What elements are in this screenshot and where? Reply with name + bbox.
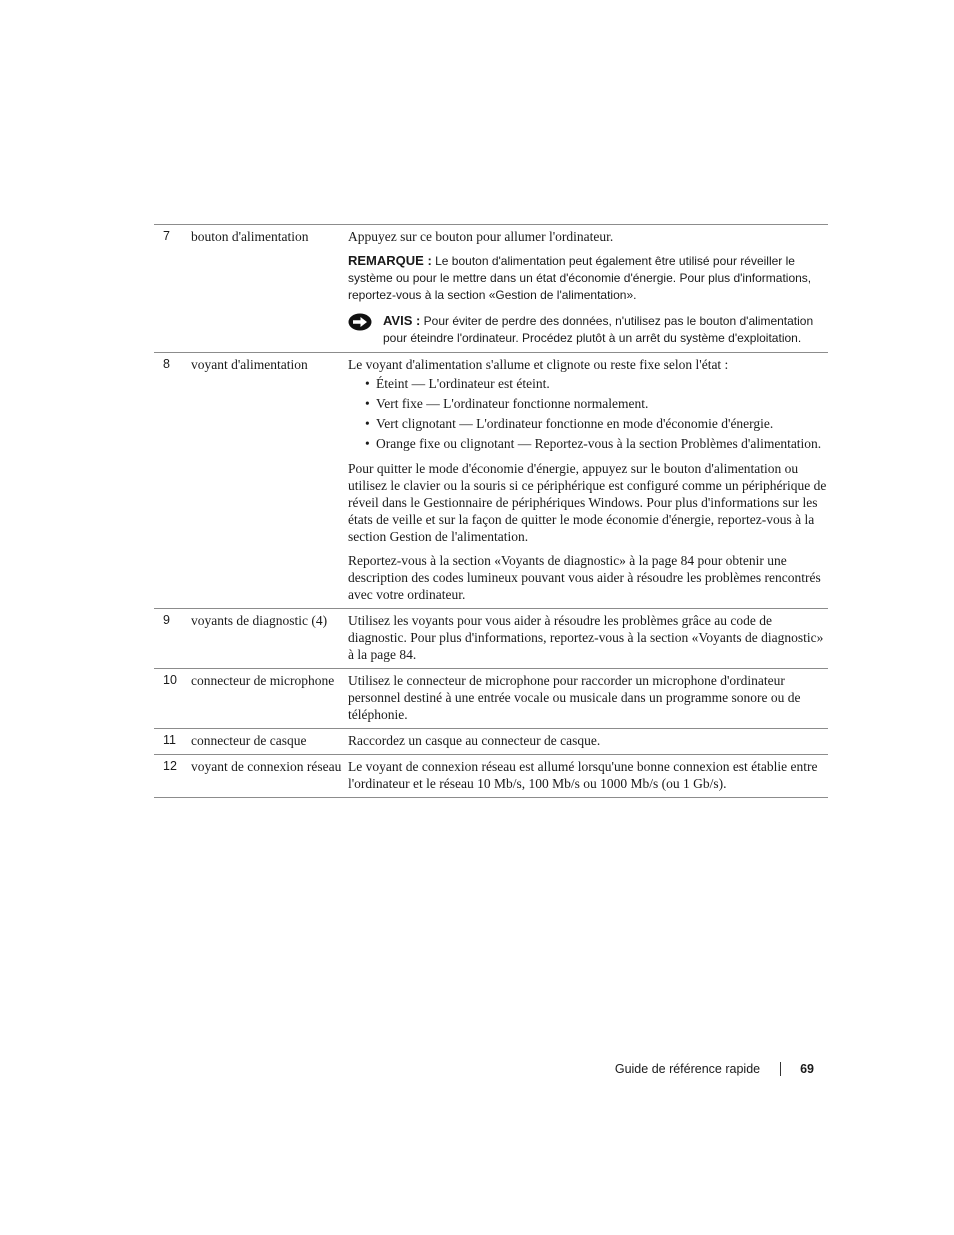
- table-row: [154, 755, 828, 798]
- row-number: 12: [163, 759, 177, 773]
- component-description: Utilisez le connecteur de microphone pour raccorder un microphone d'ordinateur personnel destiné à une entrée vocale ou musicale dans un programme sonore ou de téléphonie.: [348, 673, 801, 722]
- list-item: • Orange fixe ou clignotant — Reportez-vous à la section Problèmes d'alimentation.: [365, 435, 828, 452]
- component-description: [348, 228, 828, 347]
- page-footer: [560, 1062, 820, 1076]
- component-name: voyant d'alimentation: [191, 357, 308, 372]
- table-row: [154, 729, 828, 755]
- table-row: [154, 609, 828, 669]
- page-number: 69: [800, 1062, 814, 1076]
- note-text: Le bouton d'alimentation peut également être utilisé pour réveiller le système ou pour le mettre dans un état d'économie d'énergie. Pour plus d'informations, reportez-vous à la section «Gestion de l'alimentation».: [348, 254, 812, 302]
- component-description: Utilisez les voyants pour vous aider à résoudre les problèmes grâce au code de diagnostic. Pour plus d'informations, reportez-vous à la section «Voyants de diagnostic» à la page 84.: [348, 613, 824, 662]
- notice-arrow-icon: [348, 312, 383, 347]
- component-name: connecteur de microphone: [191, 673, 335, 688]
- footer-title: Guide de référence rapide: [614, 1062, 761, 1076]
- list-item: • Vert clignotant — L'ordinateur fonctionne en mode d'économie d'énergie.: [365, 415, 828, 432]
- notice-text: Pour éviter de perdre des données, n'utilisez pas le bouton d'alimentation pour éteindre l'ordinateur. Procédez plutôt à un arrêt du système d'exploitation.: [383, 314, 814, 345]
- component-description: [348, 356, 828, 603]
- list-item: • Éteint — L'ordinateur est éteint.: [365, 375, 828, 392]
- description-intro: Le voyant d'alimentation s'allume et clignote ou reste fixe selon l'état :: [348, 357, 729, 372]
- component-table: [154, 224, 828, 798]
- table-row: [154, 225, 828, 353]
- note-label: REMARQUE :: [348, 253, 432, 268]
- row-number: 9: [163, 613, 170, 627]
- notice-label: AVIS :: [383, 313, 421, 328]
- row-number: 11: [163, 733, 176, 747]
- row-number: 8: [163, 357, 170, 371]
- row-number: 10: [163, 673, 177, 687]
- description-paragraph: Pour quitter le mode d'économie d'énergie, appuyez sur le bouton d'alimentation ou utilisez le clavier ou la souris si ce périphérique est configuré comme un périphérique de réveil dans le Gestionnaire de périphériques Windows. Pour plus d'informations sur les états de veille et sur la façon de quitter le mode économie d'énergie, reportez-vous à la section Gestion de l'alimentation.: [348, 461, 827, 544]
- description-paragraph: Reportez-vous à la section «Voyants de diagnostic» à la page 84 pour obtenir une description des codes lumineux pouvant vous aider à résoudre les problèmes rencontrés avec votre ordinateur.: [348, 553, 821, 602]
- component-description: Le voyant de connexion réseau est allumé lorsqu'une bonne connexion est établie entre l'ordinateur et le réseau 10 Mb/s, 100 Mb/s ou 1000 Mb/s (ou 1 Gb/s).: [348, 759, 818, 791]
- description-text: Appuyez sur ce bouton pour allumer l'ordinateur.: [348, 229, 614, 244]
- component-name: connecteur de casque: [191, 733, 307, 748]
- component-name: bouton d'alimentation: [191, 229, 309, 244]
- status-list: [348, 375, 828, 452]
- component-name: voyants de diagnostic (4): [191, 613, 328, 628]
- table-row: [154, 353, 828, 609]
- row-number: 7: [163, 229, 170, 243]
- list-item: • Vert fixe — L'ordinateur fonctionne normalement.: [365, 395, 828, 412]
- component-name: voyant de connexion réseau: [191, 759, 342, 774]
- table-row: [154, 669, 828, 729]
- footer-divider: [780, 1062, 781, 1076]
- notice-block: [348, 312, 828, 347]
- component-description: Raccordez un casque au connecteur de casque.: [348, 733, 601, 748]
- note-block: [348, 252, 828, 304]
